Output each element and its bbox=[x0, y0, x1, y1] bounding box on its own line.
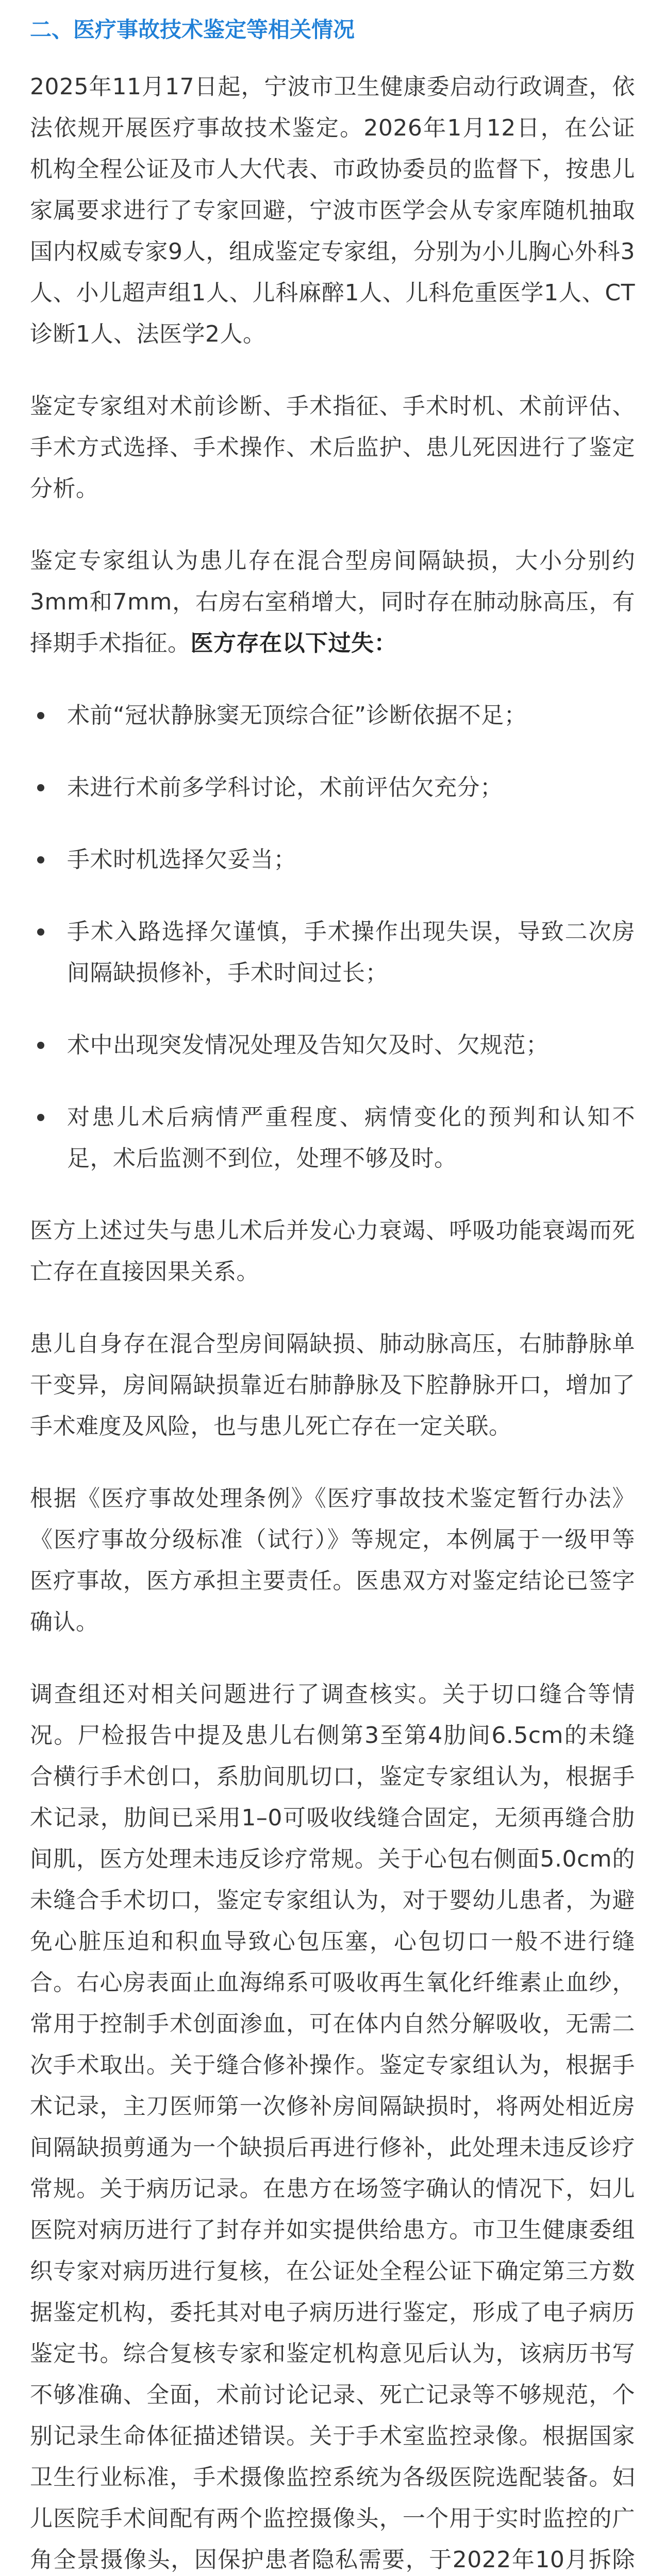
bullet-dot-icon bbox=[37, 1114, 44, 1121]
section-title: 二、医疗事故技术鉴定等相关情况 bbox=[30, 17, 355, 42]
paragraph-conclusion: 根据《医疗事故处理条例》《医疗事故技术鉴定暂行办法》《医疗事故分级标准（试行）》等规定，本例属于一级甲等医疗事故，医方承担主要责任。医患双方对鉴定结论已签字确认。 bbox=[30, 1485, 635, 1635]
bullet-dot-icon bbox=[37, 712, 44, 719]
paragraph-expert-opinion bbox=[30, 540, 635, 664]
fault-list-heading: 医方存在以下过失： bbox=[190, 630, 397, 656]
list-item bbox=[30, 695, 635, 736]
bullet-dot-icon bbox=[37, 784, 44, 791]
fault-list bbox=[30, 695, 635, 1179]
fault-item-text: 手术时机选择欠妥当； bbox=[67, 846, 296, 873]
list-item bbox=[30, 839, 635, 880]
fault-item-text: 手术入路选择欠谨慎，手术操作出现失误，导致二次房间隔缺损修补，手术时间过长； bbox=[67, 919, 635, 986]
bullet-dot-icon bbox=[37, 856, 44, 863]
list-item bbox=[30, 1097, 635, 1179]
fault-item-text: 对患儿术后病情严重程度、病情变化的预判和认知不足，术后监测不到位，处理不够及时。 bbox=[67, 1104, 635, 1172]
paragraph-further-verification: 调查组还对相关问题进行了调查核实。关于切口缝合等情况。尸检报告中提及患儿右侧第3至第4肋间6.5cm的未缝合横行手术创口，系肋间肌切口，鉴定专家组认为，根据手术记录，肋间已采用1–0可吸收线缝合固定，无须再缝合肋间肌，医方处理未违反诊疗常规。关于心包右侧面5.0cm的未缝合手术切口，鉴定专家组认为，对于婴幼儿患者，为避免心脏压迫和积血导致心包压塞，心包切口一般不进行缝合。右心房表面止血海绵系可吸收再生氧化纤维素止血纱，常用于控制手术创面渗血，可在体内自然分解吸收，无需二次手术取出。关于缝合修补操作。鉴定专家组认为，根据手术记录，主刀医师第一次修补房间隔缺损时，将两处相近房间隔缺损剪通为一个缺损后再进行修补，此处理未违反诊疗常规。关于病历记录。在患方在场签字确认的情况下，妇儿医院对病历进行了封存并如实提供给患方。市卫生健康委组织专家对病历进行复核，在公证处全程公证下确定第三方数据鉴定机构，委托其对电子病历进行鉴定，形成了电子病历鉴定书。综合复核专家和鉴定机构意见后认为，该病历书写不够准确、全面，术前讨论记录、死亡记录等不够规范，个别记录生命体征描述错误。关于手术室监控录像。根据国家卫生行业标准，手术摄像监控系统为各级医院选配装备。妇儿医院手术间配有两个监控摄像头，一个用于实时监控的广角全景摄像头，因保护患者隐私需要，于2022年10月拆除 bbox=[30, 1681, 635, 2573]
expert-opinion-text: 鉴定专家组认为患儿存在混合型房间隔缺损，大小分别约3mm和7mm，右房右室稍增大，同时存在肺动脉高压，有择期手术指征。 bbox=[30, 548, 635, 656]
paragraph-patient-condition: 患儿自身存在混合型房间隔缺损、肺动脉高压，右肺静脉单干变异，房间隔缺损靠近右肺静脉及下腔静脉开口，增加了手术难度及风险，也与患儿死亡存在一定关联。 bbox=[30, 1331, 635, 1439]
paragraph-causation: 医方上述过失与患儿术后并发心力衰竭、呼吸功能衰竭而死亡存在直接因果关系。 bbox=[30, 1217, 635, 1285]
fault-item-text: 术前“冠状静脉窦无顶综合征”诊断依据不足； bbox=[67, 702, 527, 728]
paragraph-analysis-scope: 鉴定专家组对术前诊断、手术指征、手术时机、术前评估、手术方式选择、手术操作、术后监护、患儿死因进行了鉴定分析。 bbox=[30, 393, 635, 502]
bullet-dot-icon bbox=[37, 928, 44, 936]
list-item bbox=[30, 1025, 635, 1066]
fault-item-text: 术中出现突发情况处理及告知欠及时、欠规范； bbox=[67, 1032, 549, 1058]
bullet-dot-icon bbox=[37, 1042, 44, 1049]
list-item bbox=[30, 767, 635, 808]
list-item bbox=[30, 911, 635, 994]
fault-item-text: 未进行术前多学科讨论，术前评估欠充分； bbox=[67, 774, 503, 801]
paragraph-investigation-start: 2025年11月17日起，宁波市卫生健康委启动行政调查，依法依规开展医疗事故技术鉴定。2026年1月12日，在公证机构全程公证及市人大代表、市政协委员的监督下，按患儿家属要求进行了专家回避，宁波市医学会从专家库随机抽取国内权威专家9人，组成鉴定专家组，分别为小儿胸心外科3人、小儿超声组1人、儿科麻醉1人、儿科危重医学1人、CT诊断1人、法医学2人。 bbox=[30, 74, 635, 347]
